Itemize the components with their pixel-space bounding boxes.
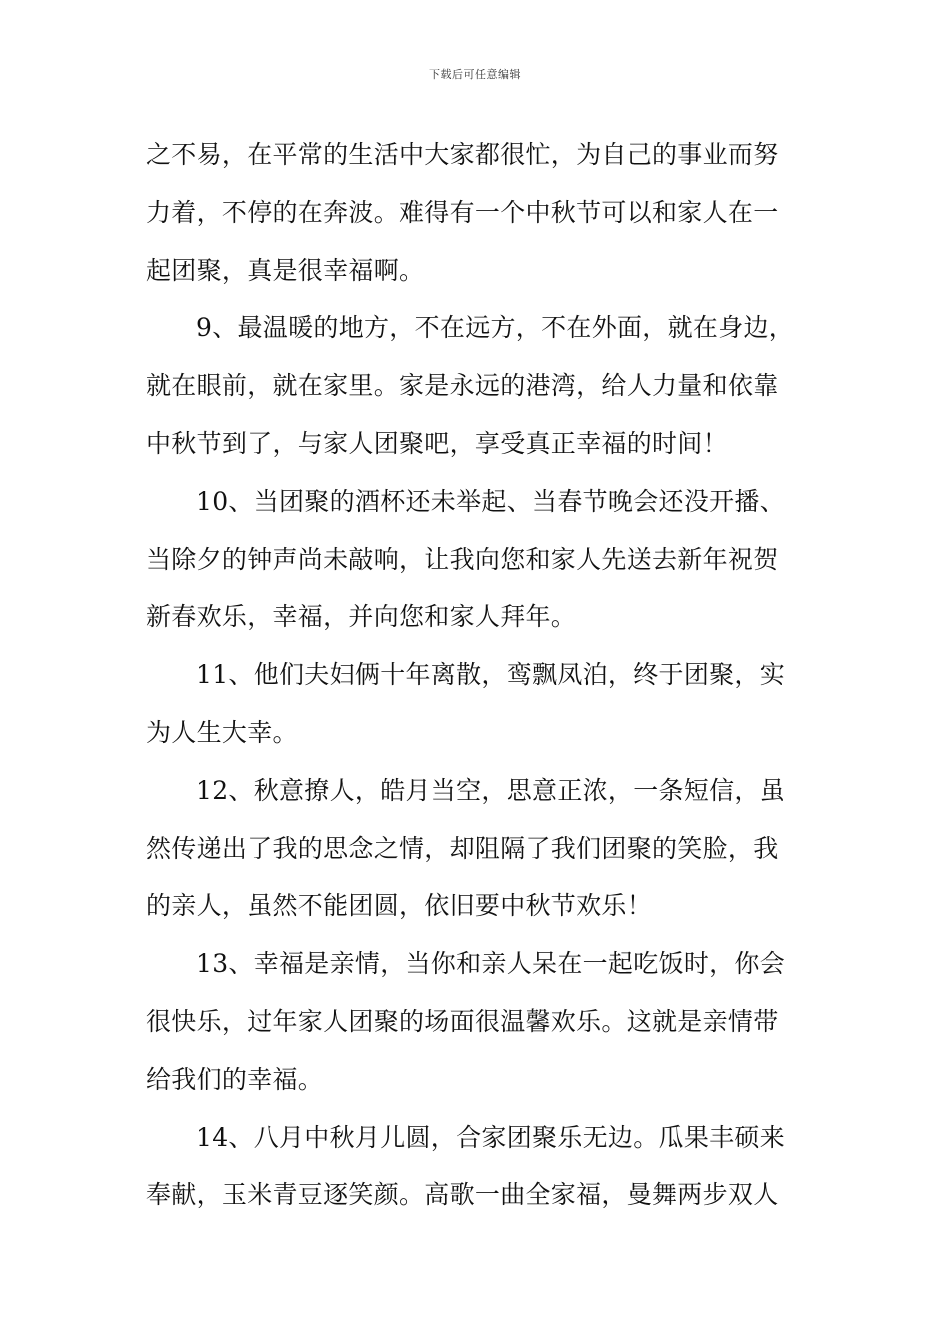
text-line: 13、幸福是亲情，当你和亲人呆在一起吃饭时，你会 (196, 949, 786, 979)
text-line: 10、当团聚的酒杯还未举起、当春节晚会还没开播、 (196, 486, 786, 516)
text-line: 之不易，在平常的生活中大家都很忙，为自己的事业而努 (146, 140, 779, 169)
text-line: 9、最温暖的地方，不在远方，不在外面，就在身边， (196, 313, 795, 343)
text-line: 很快乐，过年家人团聚的场面很温馨欢乐。这就是亲情带 (146, 1006, 779, 1036)
text-line: 新春欢乐，幸福，并向您和家人拜年。 (146, 602, 577, 632)
text-line: 奉献，玉米青豆逐笑颜。高歌一曲全家福，曼舞两步双人 (146, 1180, 779, 1210)
text-line: 12、秋意撩人，皓月当空，思意正浓，一条短信，虽 (196, 775, 786, 805)
text-line: 的亲人，虽然不能团圆，依旧要中秋节欢乐！ (146, 891, 653, 921)
text-line: 然传递出了我的思念之情，却阻隔了我们团聚的笑脸，我 (146, 833, 779, 863)
text-line: 11、他们夫妇俩十年离散，鸾飘凤泊，终于团聚，实 (196, 660, 786, 690)
text-line: 中秋节到了，与家人团聚吧，享受真正幸福的时间！ (146, 428, 728, 458)
text-line: 当除夕的钟声尚未敲响，让我向您和家人先送去新年祝贺 (146, 544, 779, 574)
text-line: 就在眼前，就在家里。家是永远的港湾，给人力量和依靠 (146, 371, 779, 401)
text-line: 为人生大幸。 (146, 717, 298, 747)
text-line: 14、八月中秋月儿圆，合家团聚乐无边。瓜果丰硕来 (196, 1122, 786, 1152)
page-header: 下载后可任意编辑 (429, 68, 521, 81)
document-body (146, 126, 806, 1224)
text-line: 力着，不停的在奔波。难得有一个中秋节可以和家人在一 (146, 197, 779, 227)
text-line: 给我们的幸福。 (146, 1064, 324, 1094)
text-line: 起团聚，真是很幸福啊。 (146, 255, 425, 285)
